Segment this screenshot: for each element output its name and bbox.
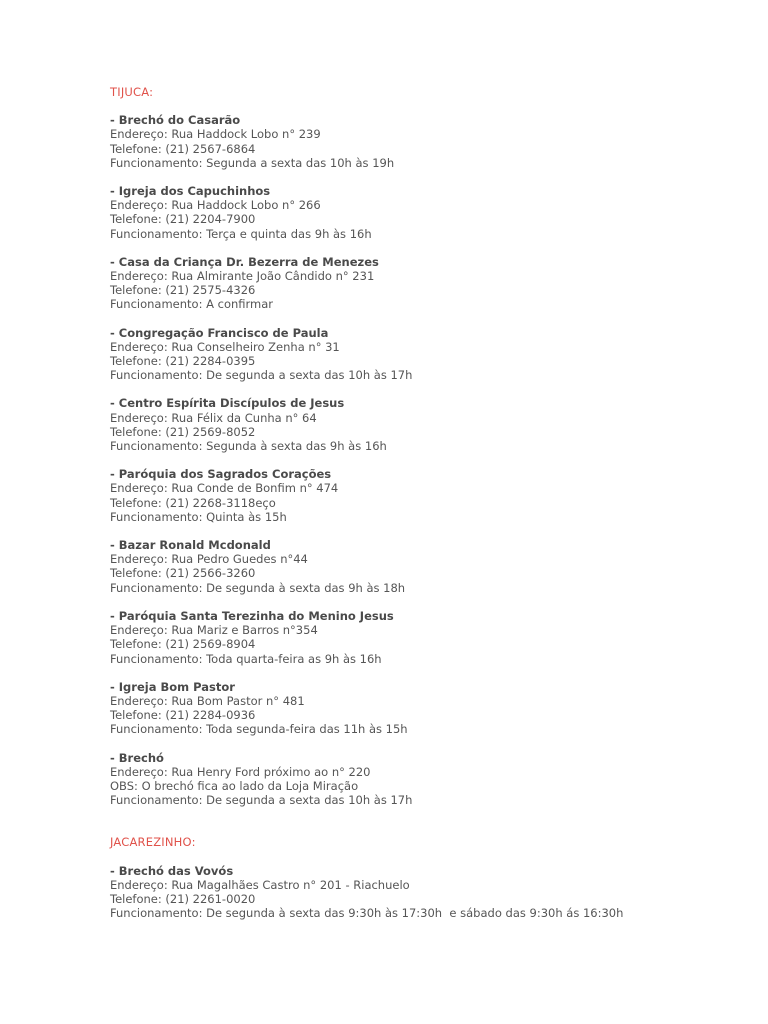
listing-detail-line: Endereço: Rua Haddock Lobo n° 239 [110, 127, 321, 142]
listing-entry [110, 680, 750, 737]
listing-detail-line: Telefone: (21) 2569-8904 [110, 637, 256, 652]
listing-detail-line: Telefone: (21) 2261-0020 [110, 891, 256, 906]
listing-entry [110, 467, 750, 524]
listing-detail-line: Telefone: (21) 2204-7900 [110, 212, 256, 227]
listing-detail-line: Funcionamento: Segunda a sexta das 10h às 19h [110, 155, 395, 170]
listing-name: - Casa da Criança Dr. Bezerra de Menezes [110, 254, 379, 269]
listing-entry [110, 396, 750, 453]
listing-entry [110, 609, 750, 666]
listing-name: - Igreja Bom Pastor [110, 679, 235, 694]
listing-detail-line: Funcionamento: Quinta às 15h [110, 509, 287, 524]
listing-name: - Centro Espírita Discípulos de Jesus [110, 396, 345, 411]
listing-detail-line: Endereço: Rua Mariz e Barros n°354 [110, 623, 318, 638]
listing-detail-line: Telefone: (21) 2567-6864 [110, 141, 256, 156]
listing-name: - Paróquia Santa Terezinha do Menino Jesus [110, 608, 394, 623]
listing-entry [110, 113, 750, 170]
listing-detail-line: Telefone: (21) 2268-3118eço [110, 495, 276, 510]
listing-name: - Brechó das Vovós [110, 863, 234, 878]
listing-entry [110, 184, 750, 241]
listing-name: - Bazar Ronald Mcdonald [110, 538, 271, 553]
listing-name: - Congregação Francisco de Paula [110, 325, 329, 340]
listing-detail-line: Telefone: (21) 2566-3260 [110, 566, 256, 581]
listing-entry [110, 326, 750, 383]
listing-detail-line: Telefone: (21) 2569-8052 [110, 424, 256, 439]
listing-detail-line: Telefone: (21) 2284-0936 [110, 708, 256, 723]
listing-detail-line: Endereço: Rua Almirante João Cândido n° 231 [110, 269, 375, 284]
listing-name: - Paróquia dos Sagrados Corações [110, 467, 332, 482]
listing-detail-line: Funcionamento: De segunda a sexta das 10h às 17h [110, 368, 413, 383]
listing-detail-line: Telefone: (21) 2284-0395 [110, 354, 256, 369]
listing-detail-line: Funcionamento: Toda quarta-feira as 9h às 16h [110, 651, 382, 666]
listing-detail-line: Telefone: (21) 2575-4326 [110, 283, 256, 298]
listing-detail-line: Endereço: Rua Pedro Guedes n°44 [110, 552, 308, 567]
section-heading: JACAREZINHO: [110, 835, 196, 850]
listing-detail-line: Endereço: Rua Conselheiro Zenha n° 31 [110, 339, 340, 354]
listing-detail-line: Endereço: Rua Henry Ford próximo ao n° 220 [110, 764, 371, 779]
listing-detail-line: Endereço: Rua Conde de Bonfim n° 474 [110, 481, 339, 496]
listing-detail-line: Funcionamento: Toda segunda-feira das 11h às 15h [110, 722, 408, 737]
listing-detail-line: Endereço: Rua Bom Pastor n° 481 [110, 693, 305, 708]
listing-detail-line: Funcionamento: De segunda à sexta das 9h às 18h [110, 580, 406, 595]
listing-detail-line: Funcionamento: Terça e quinta das 9h às 16h [110, 226, 372, 241]
listing-entry [110, 864, 750, 921]
listing-detail-line: Funcionamento: Segunda à sexta das 9h às 16h [110, 439, 387, 454]
document-page [110, 85, 750, 934]
listing-name: - Brechó [110, 750, 164, 765]
listing-name: - Brechó do Casarão [110, 113, 241, 128]
listing-detail-line: Endereço: Rua Magalhães Castro n° 201 - Riachuelo [110, 877, 410, 892]
listing-entry [110, 255, 750, 312]
listing-detail-line: Funcionamento: De segunda a sexta das 10h às 17h [110, 793, 413, 808]
listing-name: - Igreja dos Capuchinhos [110, 184, 271, 199]
listing-detail-line: Endereço: Rua Félix da Cunha n° 64 [110, 410, 317, 425]
listing-entry [110, 538, 750, 595]
listing-detail-line: Funcionamento: A confirmar [110, 297, 274, 312]
listing-entry [110, 751, 750, 808]
listing-detail-line: OBS: O brechó fica ao lado da Loja Miração [110, 778, 359, 793]
listing-detail-line: Endereço: Rua Haddock Lobo n° 266 [110, 198, 321, 213]
listing-detail-line: Funcionamento: De segunda à sexta das 9:30h às 17:30h e sábado das 9:30h ás 16:30h [110, 906, 624, 921]
section-heading: TIJUCA: [110, 85, 154, 99]
